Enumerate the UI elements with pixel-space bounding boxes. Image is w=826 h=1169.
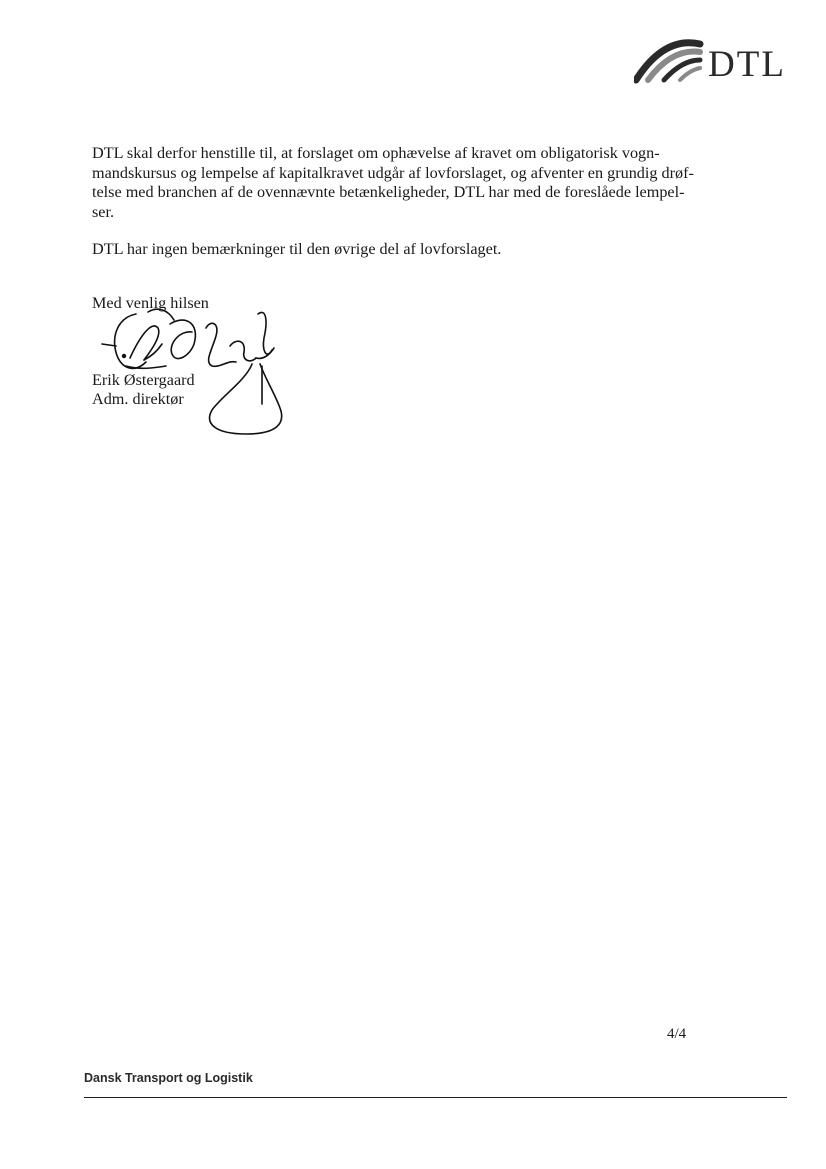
paragraph-line: ser. [92, 202, 115, 221]
body-paragraph-1 [92, 144, 722, 222]
dtl-logo [634, 34, 794, 84]
signer-name: Erik Østergaard [92, 371, 195, 389]
footer-organization: Dansk Transport og Logistik [84, 1071, 253, 1085]
page-number: 4/4 [667, 1026, 687, 1042]
logo-arc-icon [634, 34, 714, 84]
paragraph-line: DTL skal derfor henstille til, at forslaget om ophævelse af kravet om obligatorisk vogn- [92, 144, 660, 162]
body-paragraph-2: DTL har ingen bemærkninger til den øvrige del af lovforslaget. [92, 240, 502, 258]
paragraph-line: telse med branchen af de ovennævnte betænkeligheder, DTL har med de foreslåede lempel- [92, 183, 685, 201]
logo-text: DTL [708, 44, 786, 85]
paragraph-line: mandskursus og lempelse af kapitalkravet udgår af lovforslaget, og afventer en grundig drøf- [92, 163, 694, 182]
footer-divider [84, 1097, 787, 1098]
closing-greeting: Med venlig hilsen [92, 294, 209, 312]
signer-title: Adm. direktør [92, 390, 184, 408]
